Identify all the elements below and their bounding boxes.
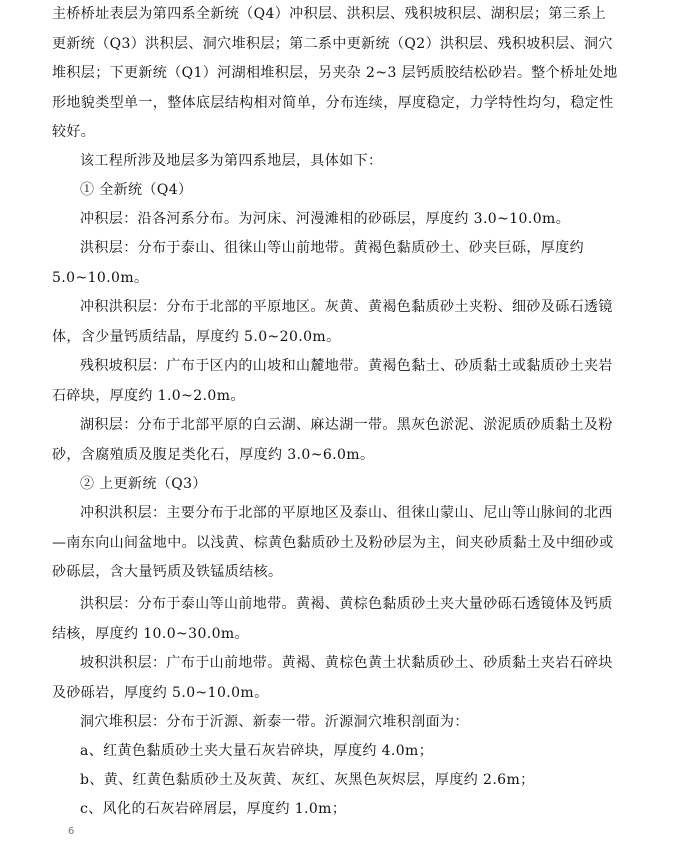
alluvial-diluvial-layer-q3: 冲积洪积层：主要分布于北部的平原地区及泰山、徂徕山蒙山、尼山等山脉间的北西—南东向山间盆地中。以浅黄、棕黄色黏质砂土及粉砂层为主，间夹砂质黏土及中细砂或砂砾层，含大量钙质及铁锰质结核。 [52,505,614,580]
strata-intro: 该工程所涉及地层多为第四系地层，具体如下： [80,153,383,169]
diluvial-layer-q3: 洪积层：分布于泰山等山前地带。黄褐、黄棕色黏质砂土夹大量砂砾石透镜体及钙质结核，厚度约 10.0~30.0m。 [52,596,613,642]
alluvial-layer-q4: 冲积层：沿各河系分布。为河床、河漫滩相的砂砾层，厚度约 3.0~10.0m。 [80,211,571,227]
section-heading-q4: ① 全新统（Q4） [80,182,193,198]
alluvial-diluvial-layer-q4: 冲积洪积层：分布于北部的平原地区。灰黄、黄褐色黏质砂土夹粉、细砂及砾石透镜体，含少量钙质结晶，厚度约 5.0~20.0m。 [52,299,613,345]
lacustrine-layer-q4: 湖积层：分布于北部平原的白云湖、麻达湖一带。黑灰色淤泥、淤泥质砂质黏土及粉砂，含腐殖质及腹足类化石，厚度约 3.0~6.0m。 [52,417,613,463]
cave-profile-item-b: b、黄、红黄色黏质砂土及灰黄、灰红、灰黑色灰烬层，厚度约 2.6m； [80,772,535,788]
cave-deposit-layer-q3: 洞穴堆积层：分布于沂源、新泰一带。沂源洞穴堆积剖面为： [80,714,469,730]
slope-diluvial-layer-q3: 坡积洪积层：广布于山前地带。黄褐、黄棕色黄土状黏质砂土、砂质黏土夹岩石碎块及砂砾岩，厚度约 5.0~10.0m。 [52,655,613,701]
cave-profile-item-c: c、风化的石灰岩碎屑层，厚度约 1.0m； [80,801,347,817]
eluvial-slope-layer-q4: 残积坡积层：广布于区内的山坡和山麓地带。黄褐色黏土、砂质黏土或黏质砂土夹岩石碎块，厚度约 1.0~2.0m。 [52,358,613,404]
page-number: 6 [68,826,75,837]
section-heading-q3: ② 上更新统（Q3） [80,476,207,492]
intro-paragraph: 主桥桥址表层为第四系全新统（Q4）冲积层、洪积层、残积坡积层、湖积层；第三系上更新统（Q3）洪积层、洞穴堆积层；第二系中更新统（Q2）洪积层、残积坡积层、洞穴堆积层；下更新统（Q1）河湖相堆积层，另夹杂 2~3 层钙质胶结松砂岩。整个桥址处地形地貌类型单一，整体底层结构相对简单，分布连续，厚度稳定，力学特性均匀，稳定性较好。 [52,6,618,140]
cave-profile-item-a: a、红黄色黏质砂土夹大量石灰岩碎块，厚度约 4.0m； [80,743,434,759]
diluvial-layer-q4: 洪积层：分布于泰山、徂徕山等山前地带。黄褐色黏质砂土、砂夹巨砾，厚度约 5.0~10.0m。 [52,240,584,286]
